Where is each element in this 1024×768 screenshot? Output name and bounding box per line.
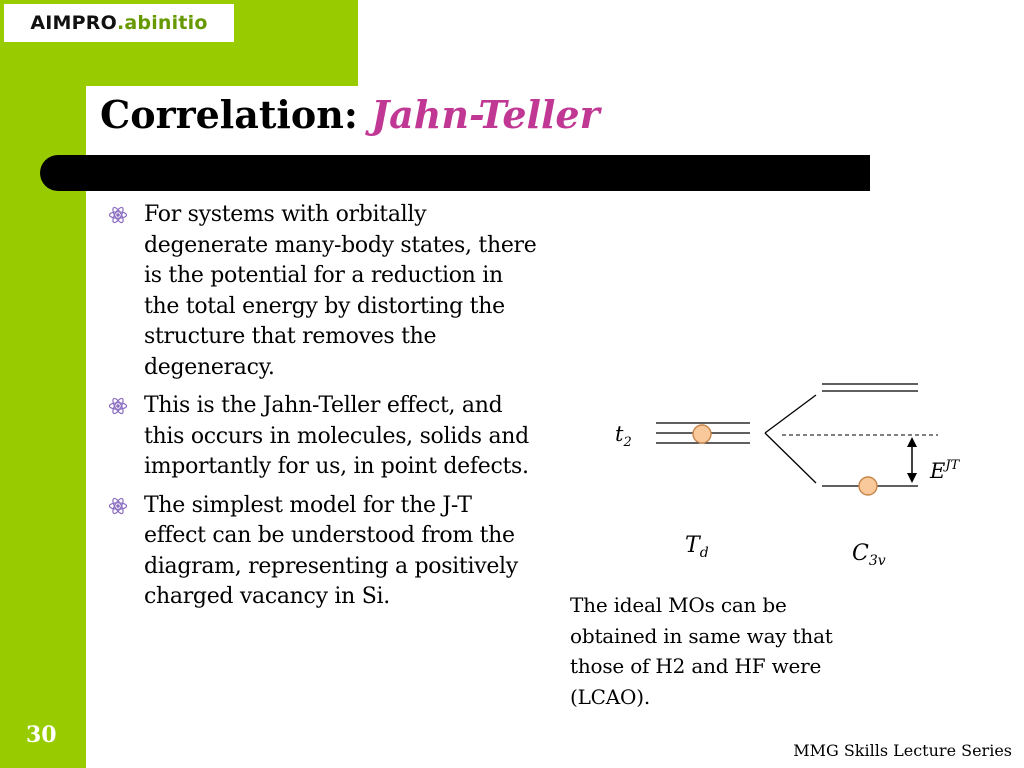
jahn-teller-diagram <box>600 370 990 580</box>
logo-secondary-text: .abinitio <box>116 12 208 34</box>
bullet-item <box>108 491 538 613</box>
bullet-text: The simplest model for the J-T effect can be understood from the diagram, representing a positively charged vacancy in Si. <box>144 492 518 609</box>
double-arrow-icon <box>907 437 917 483</box>
diagram-caption: The ideal MOs can be obtained in same way that those of H2 and HF were (LCAO). <box>570 593 833 709</box>
title-main: Correlation: <box>100 92 358 137</box>
slide-number: 30 <box>26 722 57 748</box>
title-underline-bar <box>40 155 870 191</box>
aimpro-logo <box>4 4 234 42</box>
bullet-item <box>108 391 538 483</box>
split-line-up <box>765 395 816 433</box>
ejt-label: $E^{JT}$ <box>930 458 960 483</box>
td-group-label: $T_d$ <box>685 533 709 561</box>
atom-icon <box>108 396 128 416</box>
logo-primary-text: AIMPRO <box>30 12 117 34</box>
bullet-list <box>108 200 538 621</box>
split-line-down <box>765 433 816 483</box>
bullet-item <box>108 200 538 383</box>
t2-label: $t_2$ <box>615 422 632 450</box>
td-electron <box>693 425 711 443</box>
atom-icon <box>108 496 128 516</box>
green-side-band <box>0 0 86 768</box>
atom-icon <box>108 205 128 225</box>
bullet-text: This is the Jahn-Teller effect, and this occurs in molecules, solids and importantly for us, in point defects. <box>144 393 529 479</box>
c3v-electron <box>859 477 877 495</box>
c3v-group-label: $C_{3v}$ <box>852 541 886 569</box>
slide-title <box>100 92 600 137</box>
footer-text: MMG Skills Lecture Series <box>793 741 1012 760</box>
c3v-upper-level <box>822 384 918 391</box>
title-accent: Jahn-Teller <box>371 92 600 137</box>
bullet-text: For systems with orbitally degenerate many-body states, there is the potential for a reduction in the total energy by distorting the structure that removes the degeneracy. <box>144 202 537 380</box>
